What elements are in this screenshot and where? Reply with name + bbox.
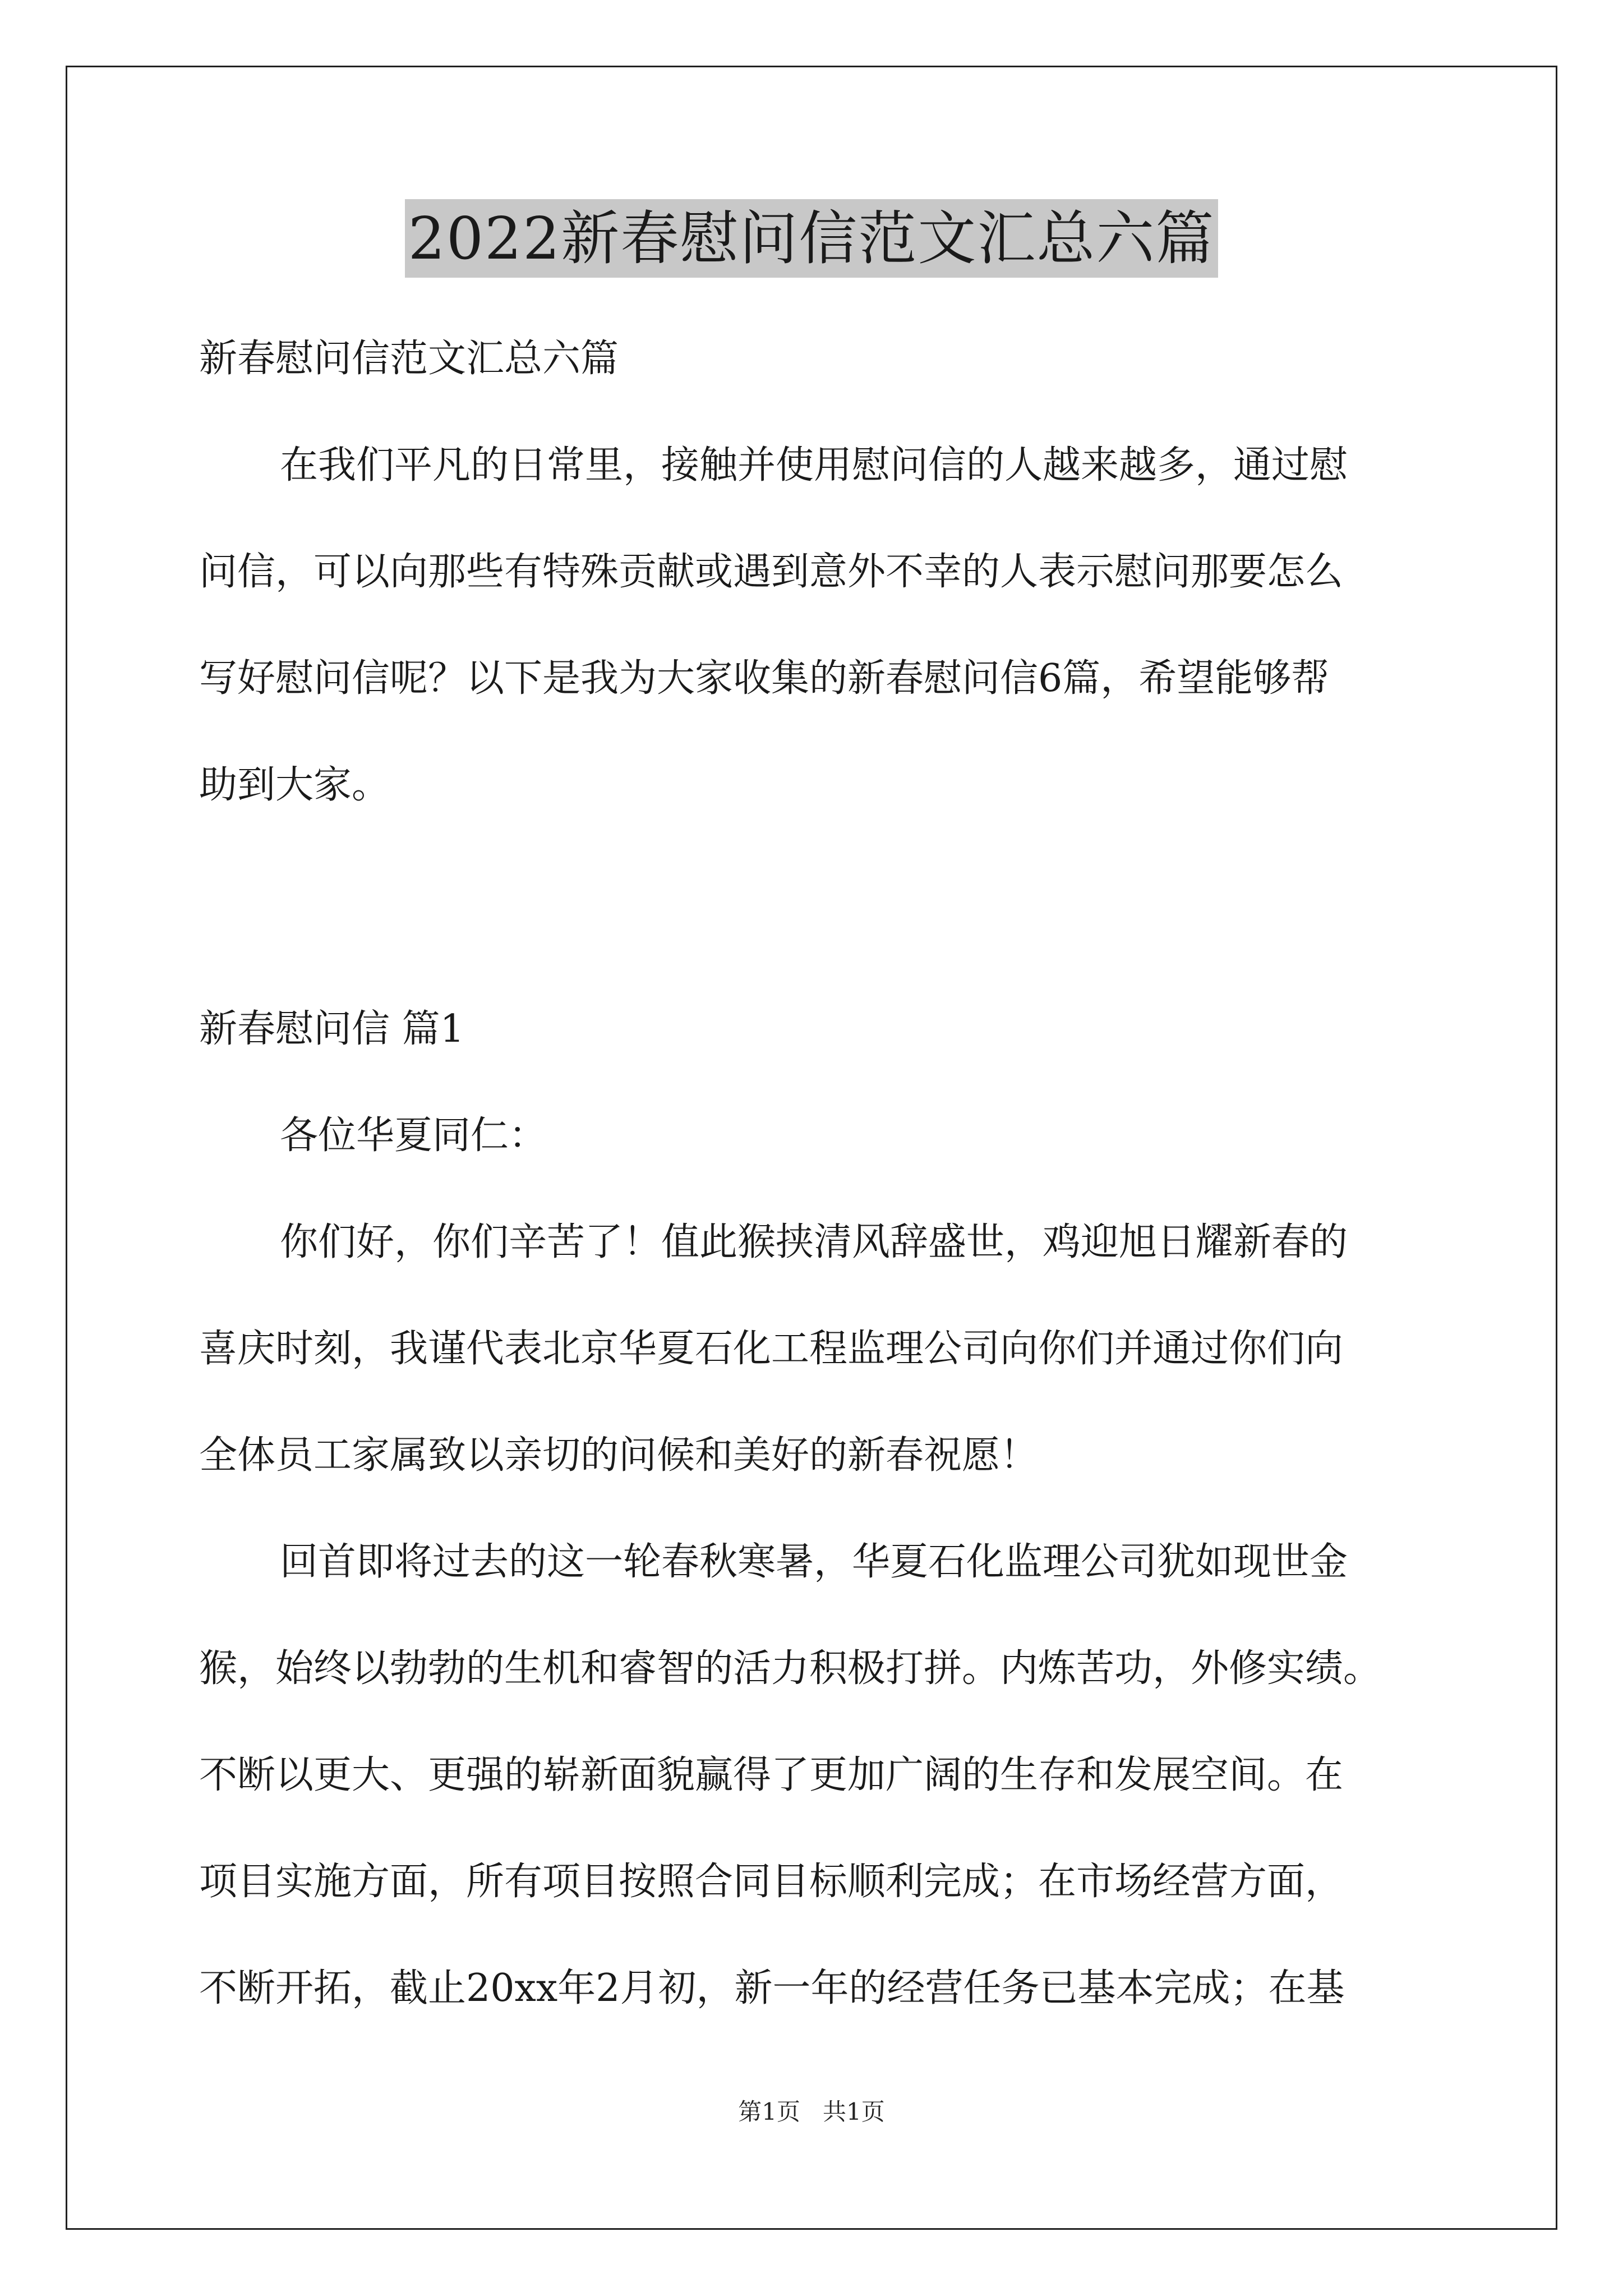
salutation: 各位华夏同仁： (280, 1114, 547, 1158)
intro-line: 在我们平凡的日常里，接触并使用慰问信的人越来越多，通过慰 (280, 443, 1348, 487)
subtitle-block (199, 306, 1450, 412)
paragraph-line: 你们好，你们辛苦了！值此猴挟清风辞盛世，鸡迎旭日耀新春的 (280, 1220, 1348, 1264)
document-subtitle: 新春慰问信范文汇总六篇 (199, 337, 619, 381)
paragraph-line: 猴，始终以勃勃的生机和睿智的活力积极打拼。内炼苦功，外修实绩。 (199, 1646, 1382, 1691)
paragraph-2 (199, 1509, 1450, 2042)
page-number: 第1页 共1页 (738, 2098, 885, 2125)
section-heading-block (199, 976, 1450, 1083)
paragraph-line: 回首即将过去的这一轮春秋寒暑，华夏石化监理公司犹如现世金 (280, 1540, 1348, 1584)
paragraph-line: 喜庆时刻，我谨代表北京华夏石化工程监理公司向你们并通过你们向 (199, 1327, 1344, 1371)
section-heading: 新春慰问信 篇1 (199, 1007, 464, 1051)
intro-paragraph (199, 412, 1450, 839)
document-title: 2022新春慰问信范文汇总六篇 (405, 199, 1219, 278)
salutation-block (199, 1083, 1450, 1189)
intro-line: 助到大家。 (199, 763, 390, 807)
paragraph-line: 项目实施方面，所有项目按照合同目标顺利完成；在市场经营方面， (199, 1860, 1344, 1904)
paragraph-line: 全体员工家属致以亲切的问候和美好的新春祝愿！ (199, 1433, 1039, 1478)
intro-line: 问信，可以向那些有特殊贡献或遇到意外不幸的人表示慰问那要怎么 (199, 550, 1344, 594)
intro-line: 写好慰问信呢？以下是我为大家收集的新春慰问信6篇，希望能够帮 (199, 656, 1330, 701)
page-footer (0, 2095, 1623, 2129)
paragraph-1 (199, 1189, 1450, 1509)
paragraph-line: 不断开拓，截止20xx年2月初，新一年的经营任务已基本完成；在基 (199, 1966, 1345, 2010)
paragraph-line: 不断以更大、更强的崭新面貌赢得了更加广阔的生存和发展空间。在 (199, 1753, 1344, 1797)
title-container (0, 199, 1623, 278)
